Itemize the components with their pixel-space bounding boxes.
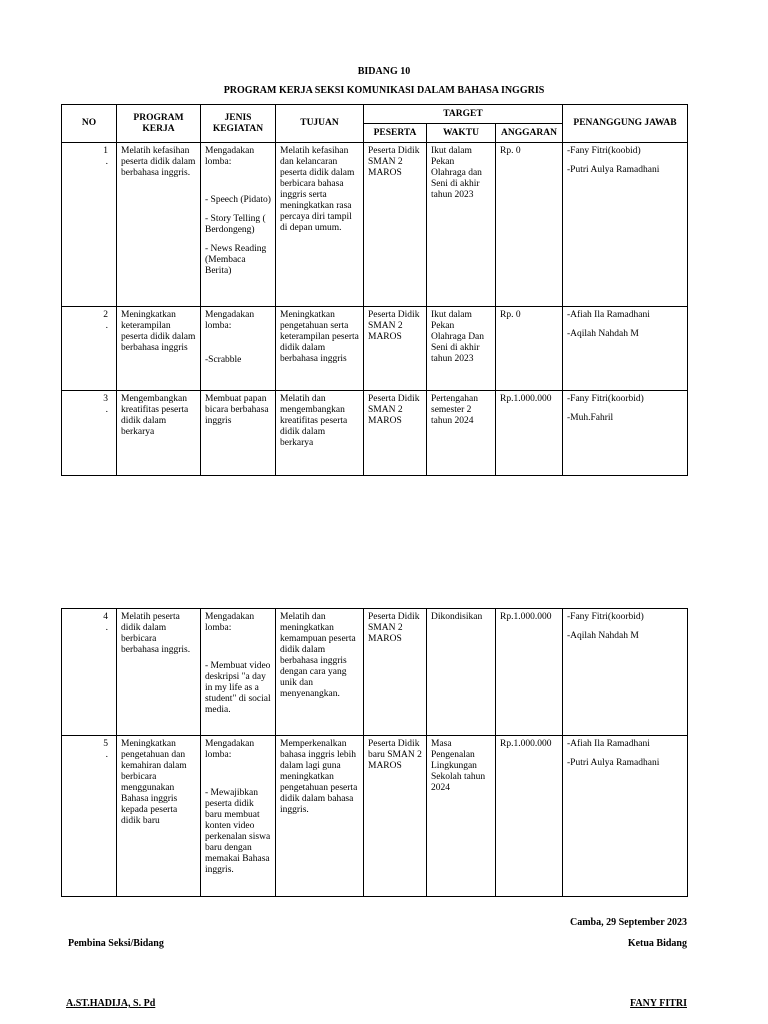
waktu-cell: Ikut dalam Pekan Olahraga Dan Seni di akhir tahun 2023 bbox=[427, 307, 496, 391]
anggaran-cell: Rp. 0 bbox=[496, 307, 563, 391]
table-row bbox=[62, 609, 688, 736]
peserta-cell: Peserta Didik baru SMAN 2 MAROS bbox=[364, 736, 427, 897]
header-peserta: PESERTA bbox=[364, 124, 427, 143]
signature-date: Camba, 29 September 2023 bbox=[569, 917, 687, 928]
anggaran-cell: Rp.1.000.000 bbox=[496, 609, 563, 736]
waktu-cell: Dikondisikan bbox=[427, 609, 496, 736]
table-row bbox=[62, 736, 688, 897]
waktu-cell: Masa Pengenalan Lingkungan Sekolah tahun 2024 bbox=[427, 736, 496, 897]
tujuan-cell: Melatih dan mengembangkan kreatifitas peserta didik dalam berkarya bbox=[276, 391, 364, 476]
tujuan-cell: Melatih dan meningkatkan kemampuan peserta didik dalam berbahasa inggris dengan cara yang unik dan menyenangkan. bbox=[276, 609, 364, 736]
header-penanggung-jawab: PENANGGUNG JAWAB bbox=[563, 105, 688, 143]
header-no: NO bbox=[62, 105, 117, 143]
program-cell: Melatih kefasihan peserta didik dalam berbahasa inggris. bbox=[117, 143, 201, 307]
advisor-name: A.ST.HADIJA, S. Pd bbox=[66, 998, 156, 1009]
jenis-cell: Mengadakan lomba: - Mewajibkan peserta didik baru membuat konten video perkenalan siswa baru dengan memakai Bahasa inggris. bbox=[201, 736, 276, 897]
jenis-cell: Mengadakan lomba: - Membuat video deskripsi "a day in my life as a student" di social media. bbox=[201, 609, 276, 736]
jenis-cell: Membuat papan bicara berbahasa inggris bbox=[201, 391, 276, 476]
peserta-cell: Peserta Didik SMAN 2 MAROS bbox=[364, 307, 427, 391]
chair-role: Ketua Bidang bbox=[627, 938, 687, 949]
pj-cell: -Afiah Ila Ramadhani -Putri Aulya Ramadhani bbox=[563, 736, 688, 897]
jenis-cell: Mengadakan lomba: - Speech (Pidato) - Story Telling ( Berdongeng) - News Reading (Membaca Berita) bbox=[201, 143, 276, 307]
table-row bbox=[62, 391, 688, 476]
peserta-cell: Peserta Didik SMAN 2 MAROS bbox=[364, 609, 427, 736]
table-row bbox=[62, 307, 688, 391]
pj-cell: -Fany Fitri(koorbid) -Aqilah Nahdah M bbox=[563, 609, 688, 736]
tujuan-cell: Meningkatkan pengetahuan serta keterampilan peserta didik dalam berbahasa inggris bbox=[276, 307, 364, 391]
tujuan-cell: Memperkenalkan bahasa inggris lebih dalam lagi guna meningkatkan pengetahuan peserta didik dalam bahasa inggris. bbox=[276, 736, 364, 897]
header-target: TARGET bbox=[364, 105, 563, 124]
waktu-cell: Ikut dalam Pekan Olahraga dan Seni di akhir tahun 2023 bbox=[427, 143, 496, 307]
row-number: 5 . bbox=[62, 736, 117, 897]
header-anggaran: ANGGARAN bbox=[496, 124, 563, 143]
row-number: 3 . bbox=[62, 391, 117, 476]
header-tujuan: TUJUAN bbox=[276, 105, 364, 143]
program-cell: Meningkatkan keterampilan peserta didik dalam berbahasa inggris bbox=[117, 307, 201, 391]
header-waktu: WAKTU bbox=[427, 124, 496, 143]
program-table-page-2 bbox=[61, 608, 688, 897]
peserta-cell: Peserta Didik SMAN 2 MAROS bbox=[364, 143, 427, 307]
anggaran-cell: Rp.1.000.000 bbox=[496, 391, 563, 476]
chair-name: FANY FITRI bbox=[630, 998, 687, 1009]
row-number: 1 . bbox=[62, 143, 117, 307]
program-cell: Melatih peserta didik dalam berbicara berbahasa inggris. bbox=[117, 609, 201, 736]
header-jenis: JENIS KEGIATAN bbox=[201, 105, 276, 143]
table-row bbox=[62, 143, 688, 307]
jenis-cell: Mengadakan lomba: -Scrabble bbox=[201, 307, 276, 391]
row-number: 4 . bbox=[62, 609, 117, 736]
program-cell: Meningkatkan pengetahuan dan kemahiran dalam berbicara menggunakan Bahasa inggris kepada peserta didik baru bbox=[117, 736, 201, 897]
pj-cell: -Fany Fitri(koobid) -Putri Aulya Ramadhani bbox=[563, 143, 688, 307]
pj-cell: -Afiah Ila Ramadhani -Aqilah Nahdah M bbox=[563, 307, 688, 391]
document-title: BIDANG 10 bbox=[357, 66, 411, 77]
header-program: PROGRAM KERJA bbox=[117, 105, 201, 143]
program-cell: Mengembangkan kreatifitas peserta didik dalam berkarya bbox=[117, 391, 201, 476]
advisor-role: Pembina Seksi/Bidang bbox=[68, 938, 164, 949]
peserta-cell: Peserta Didik SMAN 2 MAROS bbox=[364, 391, 427, 476]
anggaran-cell: Rp.1.000.000 bbox=[496, 736, 563, 897]
program-table-page-1 bbox=[61, 104, 688, 476]
tujuan-cell: Melatih kefasihan dan kelancaran peserta didik dalam berbicara bahasa inggris serta meningkatkan rasa percaya diri tampil di depan umum. bbox=[276, 143, 364, 307]
anggaran-cell: Rp. 0 bbox=[496, 143, 563, 307]
pj-cell: -Fany Fitri(koorbid) -Muh.Fahril bbox=[563, 391, 688, 476]
row-number: 2 . bbox=[62, 307, 117, 391]
waktu-cell: Pertengahan semester 2 tahun 2024 bbox=[427, 391, 496, 476]
document-subtitle: PROGRAM KERJA SEKSI KOMUNIKASI DALAM BAHASA INGGRIS bbox=[223, 85, 545, 96]
